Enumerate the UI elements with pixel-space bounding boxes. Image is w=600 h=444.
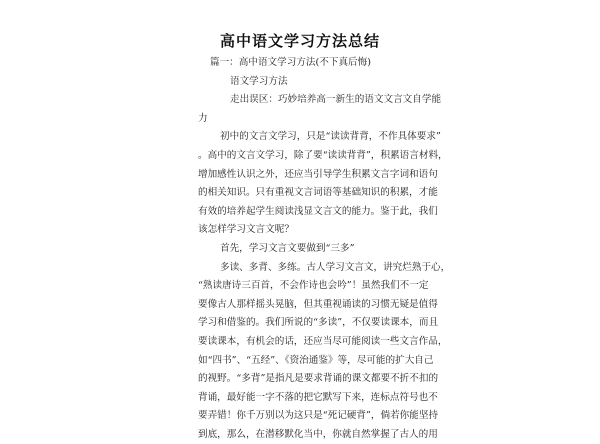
- text-line: 学习和借鉴的。我们所说的“多读”，不仅要读课本，而且: [198, 317, 439, 329]
- text-line: 力: [198, 112, 208, 124]
- document-body: [198, 54, 451, 444]
- text-line: 的视野。“多背”是指凡是要求背诵的课文都要不折不扣的: [198, 373, 439, 385]
- text-line: 多读、多背、多练。古人学习文言文，讲究烂熟于心，: [220, 261, 451, 273]
- text-line: “熟读唐诗三百首，不会作诗也会吟”！虽然我们不一定: [198, 280, 429, 292]
- text-line: 背诵，最好能一字不落的把它默写下来，连标点符号也不: [198, 391, 438, 403]
- text-line: 如“四书”、“五经”、《资治通鉴》等，尽可能的扩大自己: [198, 354, 434, 366]
- text-line: 初中的文言文学习，只是“读读背背，不作具体要求”: [220, 131, 441, 143]
- text-line: 走出误区：巧妙培养高一新生的语文文言文自学能: [230, 94, 442, 106]
- text-line: 到底，那么，在潜移默化当中，你就自然掌握了古人的用: [198, 428, 438, 440]
- text-line-subtitle: 篇一：高中语文学习方法(不下真后悔): [210, 57, 371, 68]
- text-line: 的相关知识。只有重视文言词语等基础知识的积累，才能: [198, 187, 438, 199]
- text-line: 要弄错！你千万别以为这只是“死记硬背”，倘若你能坚持: [198, 410, 439, 422]
- text-line: 要像古人那样摇头晃脑，但其重视诵读的习惯无疑是值得: [198, 298, 438, 310]
- text-line-heading: 语文学习方法: [230, 75, 288, 87]
- text-line: 有效的培养起学生阅读浅显文言文的能力。鉴于此，我们: [198, 205, 438, 217]
- text-line: 该怎样学习文言文呢？: [198, 224, 294, 236]
- text-line: 要读课本，有机会的话，还应当尽可能阅读一些文言作品，: [198, 335, 448, 347]
- document-title: 高中语文学习方法总结: [219, 32, 380, 50]
- text-line: 增加感性认识之外，还应当引导学生积累文言字词和语句: [198, 168, 438, 180]
- text-line: 。高中的文言文学习，除了要“读读背背”，积累语言材料，: [198, 149, 448, 161]
- text-line: 首先，学习文言文要做到“三多”: [220, 242, 355, 254]
